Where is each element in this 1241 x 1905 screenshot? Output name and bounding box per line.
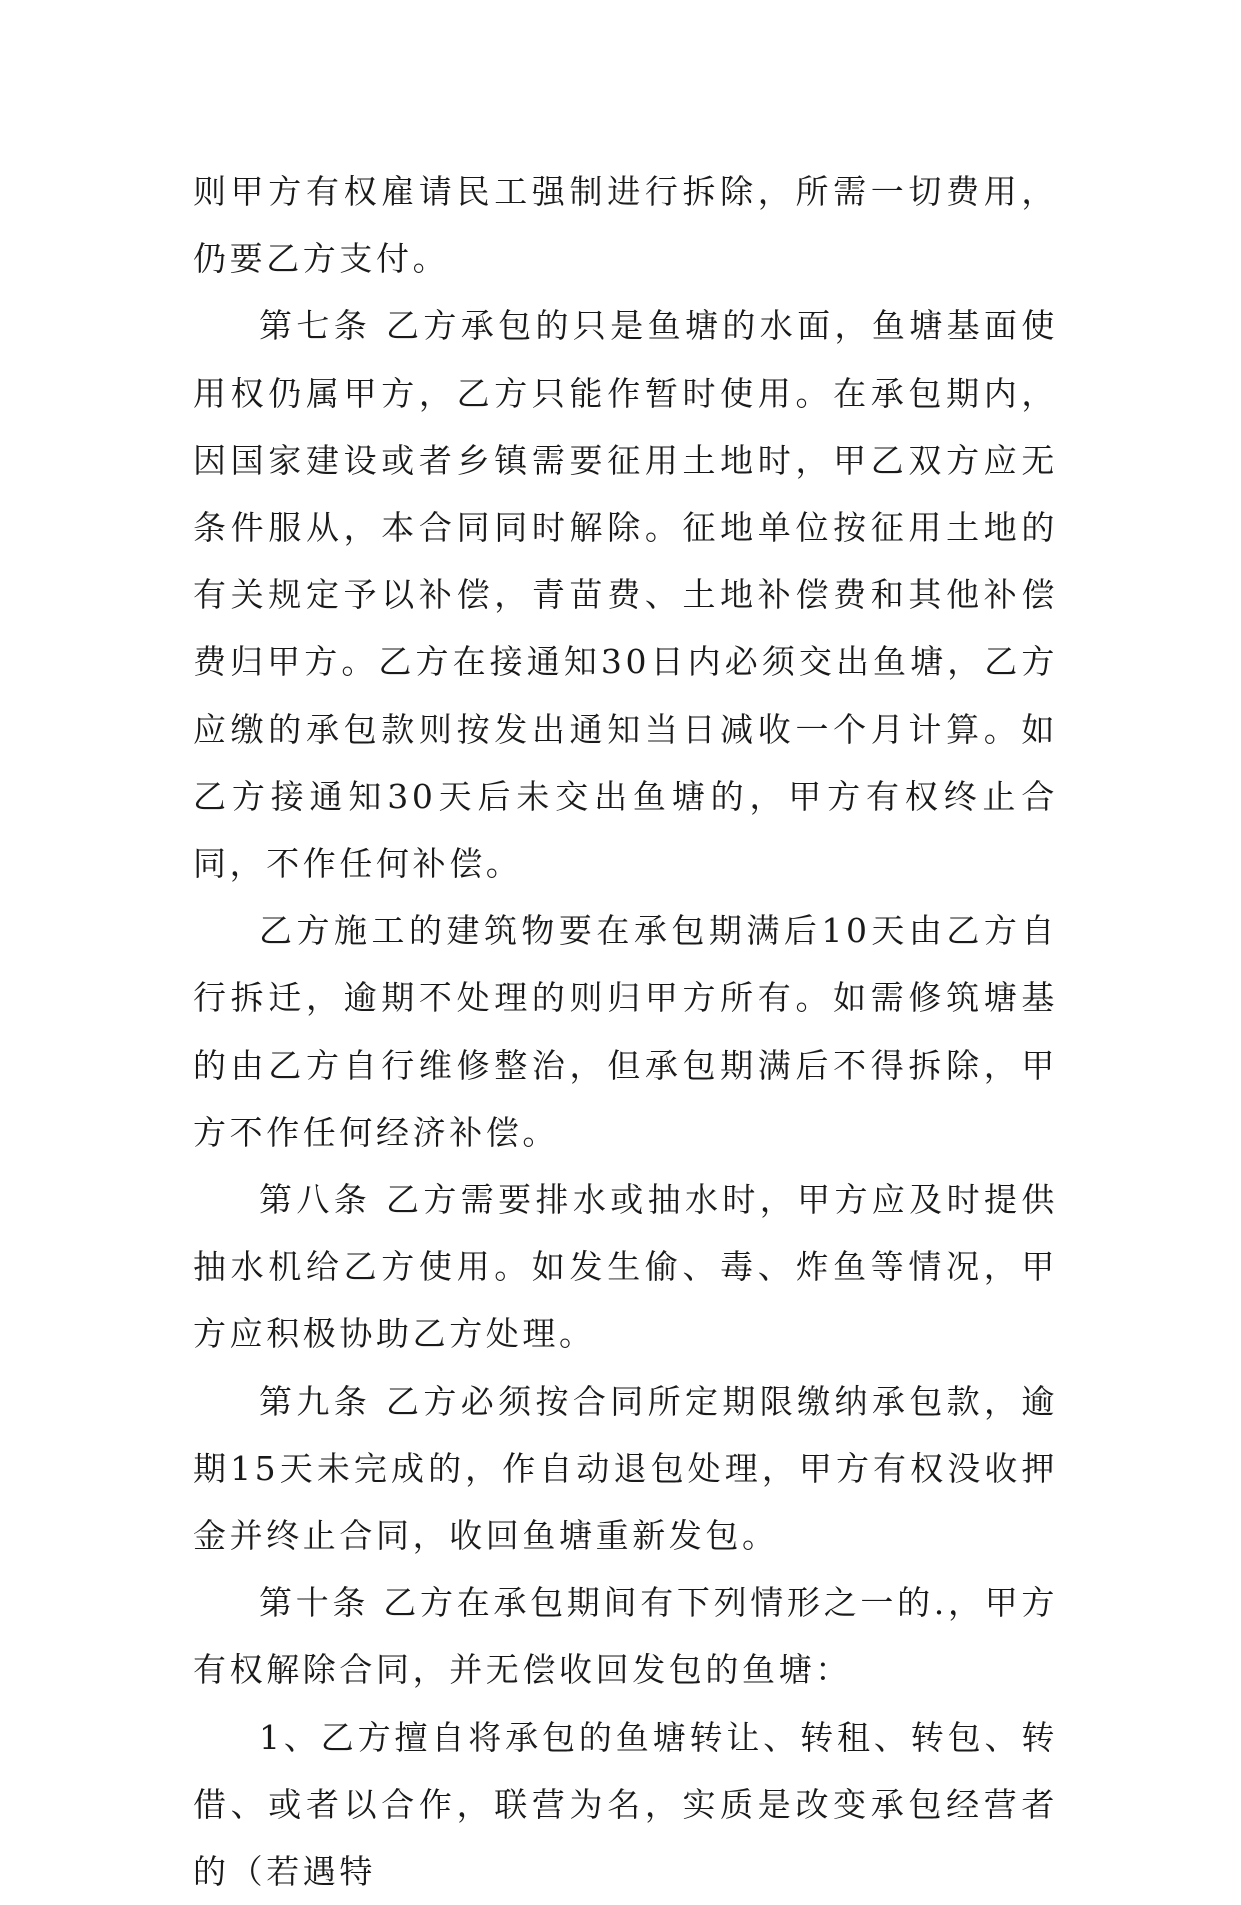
contract-text-body [193,158,1058,1905]
paragraph-continuation: 则甲方有权雇请民工强制进行拆除，所需一切费用，仍要乙方支付。 [193,172,1058,279]
paragraph-article-10: 第十条 乙方在承包期间有下列情形之一的.，甲方有权解除合同，并无偿收回发包的鱼塘： [193,1583,1058,1690]
paragraph-article-10-item-1: 1、乙方擅自将承包的鱼塘转让、转租、转包、转借、或者以合作，联营为名，实质是改变承包经营者的（若遇特 [193,1717,1058,1892]
paragraph-article-9: 第九条 乙方必须按合同所定期限缴纳承包款，逾期15天未完成的，作自动退包处理，甲方有权没收押金并终止合同，收回鱼塘重新发包。 [193,1381,1058,1556]
paragraph-article-8: 第八条 乙方需要排水或抽水时，甲方应及时提供抽水机给乙方使用。如发生偷、毒、炸鱼等情况，甲方应积极协助乙方处理。 [193,1180,1058,1354]
paragraph-article-7: 第七条 乙方承包的只是鱼塘的水面，鱼塘基面使用权仍属甲方，乙方只能作暂时使用。在承包期内，因国家建设或者乡镇需要征用土地时，甲乙双方应无条件服从，本合同同时解除。征地单位按征用土地的有关规定予以补偿，青苗费、土地补偿费和其他补偿费归甲方。乙方在接通知30日内必须交出鱼塘，乙方应缴的承包款则按发出通知当日减收一个月计算。如乙方接通知30天后未交出鱼塘的，甲方有权终止合同，不作任何补偿。 [193,306,1058,884]
paragraph-article-7-buildings: 乙方施工的建筑物要在承包期满后10天由乙方自行拆迁，逾期不处理的则归甲方所有。如需修筑塘基的由乙方自行维修整治，但承包期满后不得拆除，甲方不作任何经济补偿。 [193,911,1058,1152]
